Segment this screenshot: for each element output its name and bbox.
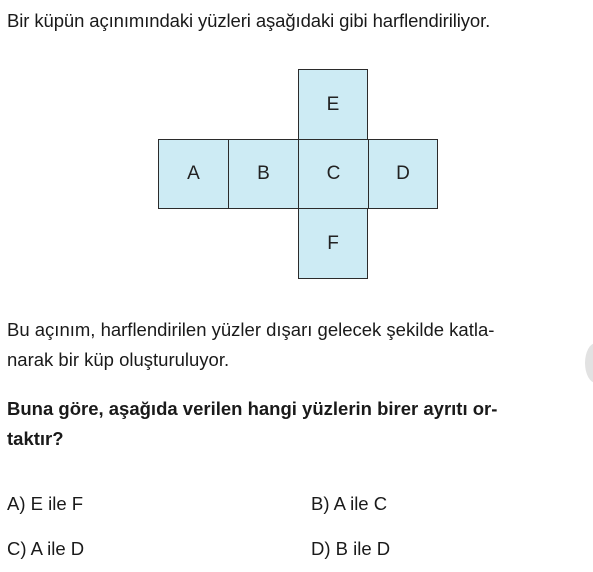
face-a: A bbox=[158, 139, 228, 209]
option-b[interactable]: B) A ile C bbox=[311, 493, 388, 514]
description-line-2: narak bir küp oluşturuluyor. bbox=[7, 349, 230, 370]
option-c[interactable]: C) A ile D bbox=[7, 538, 85, 559]
question-line-2: taktır? bbox=[7, 428, 64, 449]
question-stem bbox=[7, 394, 593, 454]
option-a[interactable]: A) E ile F bbox=[7, 493, 84, 514]
face-e: E bbox=[298, 69, 368, 139]
intro-text: Bir küpün açınımındaki yüzleri aşağıdaki gibi harflendiriliyor. bbox=[7, 10, 491, 31]
description-paragraph bbox=[7, 315, 589, 375]
option-d[interactable]: D) B ile D bbox=[311, 538, 391, 559]
face-c: C bbox=[298, 139, 368, 209]
face-d: D bbox=[368, 139, 438, 209]
face-f: F bbox=[298, 209, 368, 279]
description-line-1: Bu açınım, harflendirilen yüzler dışarı gelecek şekilde katla- bbox=[7, 319, 495, 340]
question-line-1: Buna göre, aşağıda verilen hangi yüzlerin birer ayrıtı or- bbox=[7, 398, 498, 419]
face-b: B bbox=[228, 139, 298, 209]
